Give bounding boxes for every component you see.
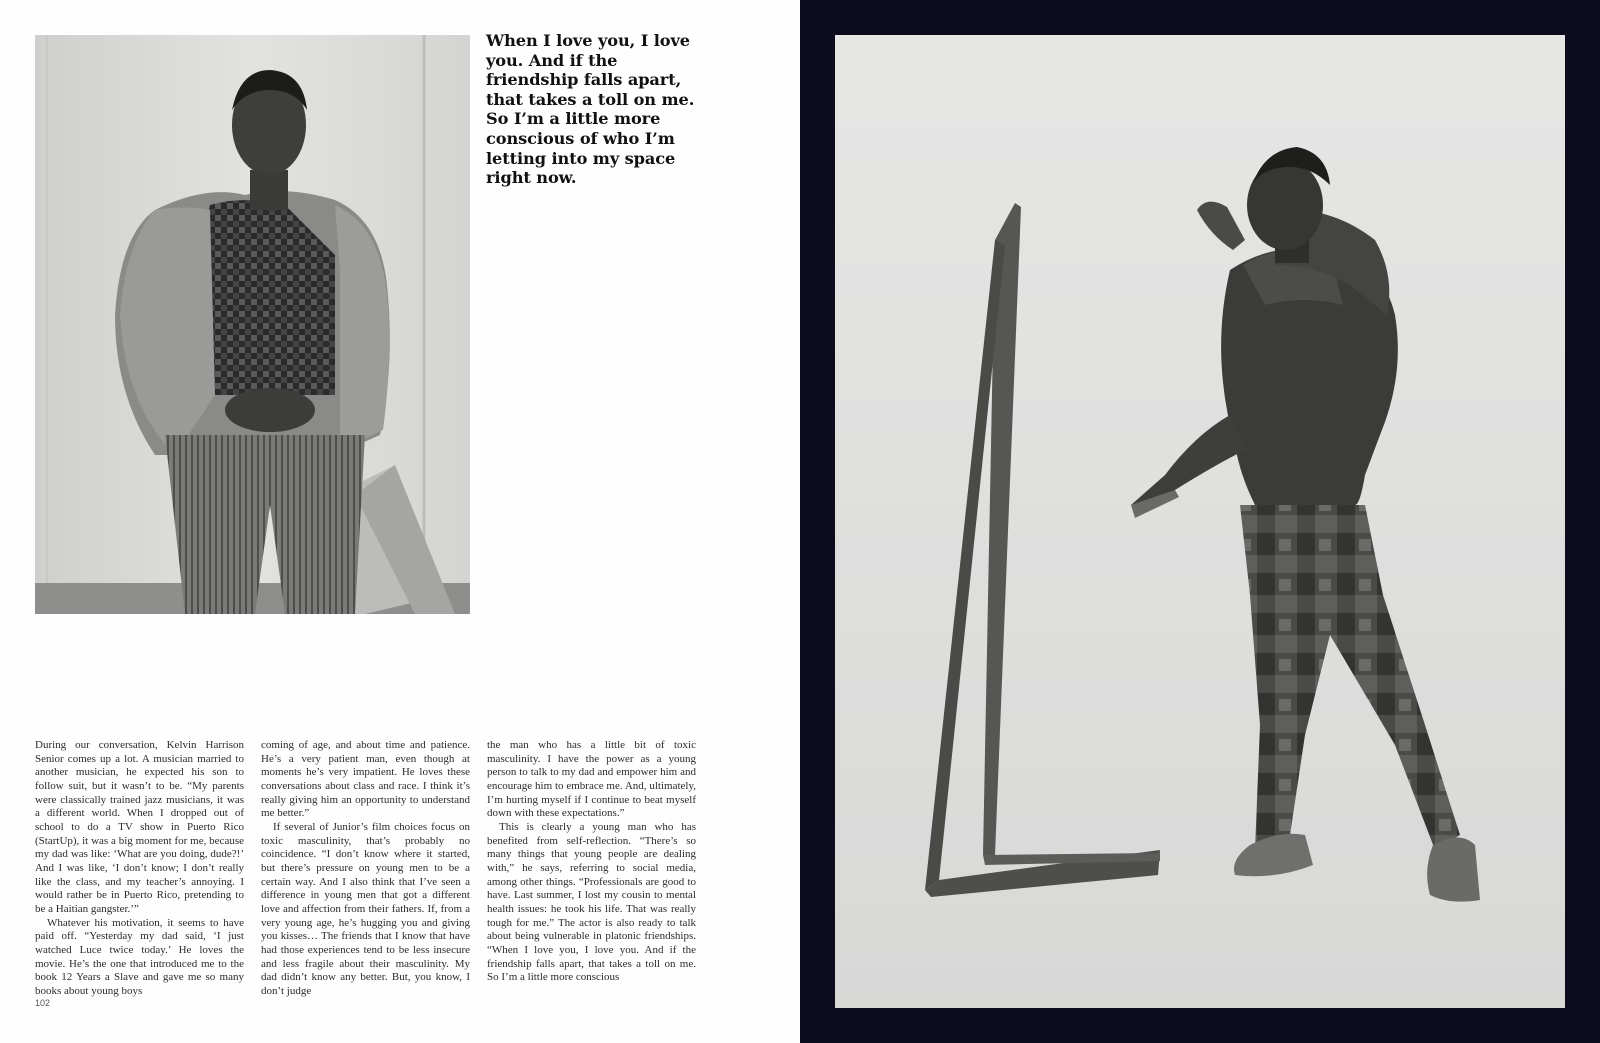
page-number: 102 [35,998,51,1008]
paragraph: During our conversation, Kelvin Harrison Senior comes up a lot. A musician married to another musician, he expected his son to follow suit, but it wasn’t to be. “My parents were classically trained jazz musicians, it was a different world. When I dropped out of school to do a TV show in Puerto Rico (StartUp), it was a big moment for me, because my dad was like: ‘What are you doing, dude?!’ And I was like, ‘I don’t know; I don’t really like the class, and my teacher’s annoying. I would rather be in Puerto Rico, pretending to be a Haitian gangster.’” [35,739,244,915]
article-column-3 [487,739,696,984]
paragraph: This is clearly a young man who has benefited from self-reflection. “There’s so many things that young people are dealing with,” he says, referring to social media, among other things. “Professionals are good to have. Last summer, I lost my cousin to mental health issues: he took his life. That was really tough for me.” The actor is also ready to talk about being vulnerable in platonic friendships. “When I love you, I love you. And if the friendship falls apart, that takes a toll on me. So I’m a little more conscious [487,820,696,984]
paragraph: Whatever his motivation, it seems to have paid off. “Yesterday my dad said, ‘I just watched Luce twice today.’ He loves the movie. He’s the one that introduced me to the book 12 Years a Slave and gave me so many books about young boys [35,916,244,997]
portrait-seated-photo [35,35,470,614]
paragraph: If several of Junior’s film choices focus on toxic masculinity, that’s probably no coincidence. “I don’t know where it started, but there’s pressure on young men to be a certain way. And I also think that I’ve seen a difference in young men that got a different love and affection from their fathers. If, from a very young age, he’s hugging you and giving you kisses… The friends that I know that have had those experiences tend to be less insecure and less fragile about their masculinity. My dad didn’t know any better. But, you know, I don’t judge [261,820,470,997]
pull-quote: When I love you, I love you. And if the friendship falls apart, that takes a toll on me. So I’m a little more conscious of who I’m letting into my space right now. [486,31,695,188]
article-column-1 [35,739,244,997]
portrait-standing-photo [835,35,1565,1008]
paragraph: coming of age, and about time and patience. He’s a very patient man, even though at moments he’s very impatient. He loves these conversations about class and race. I think it’s really giving him an opportunity to understand me better.” [261,739,470,820]
paragraph: the man who has a little bit of toxic masculinity. I have the power as a young person to talk to my dad and empower him and encourage him to embrace me. And, ultimately, I’m hurting myself if I continue to beat myself down with these expectations.” [487,739,696,820]
right-page [800,0,1600,1043]
portrait-seated-illustration [35,35,470,614]
article-column-2 [261,739,470,997]
portrait-standing-illustration [835,35,1565,1008]
